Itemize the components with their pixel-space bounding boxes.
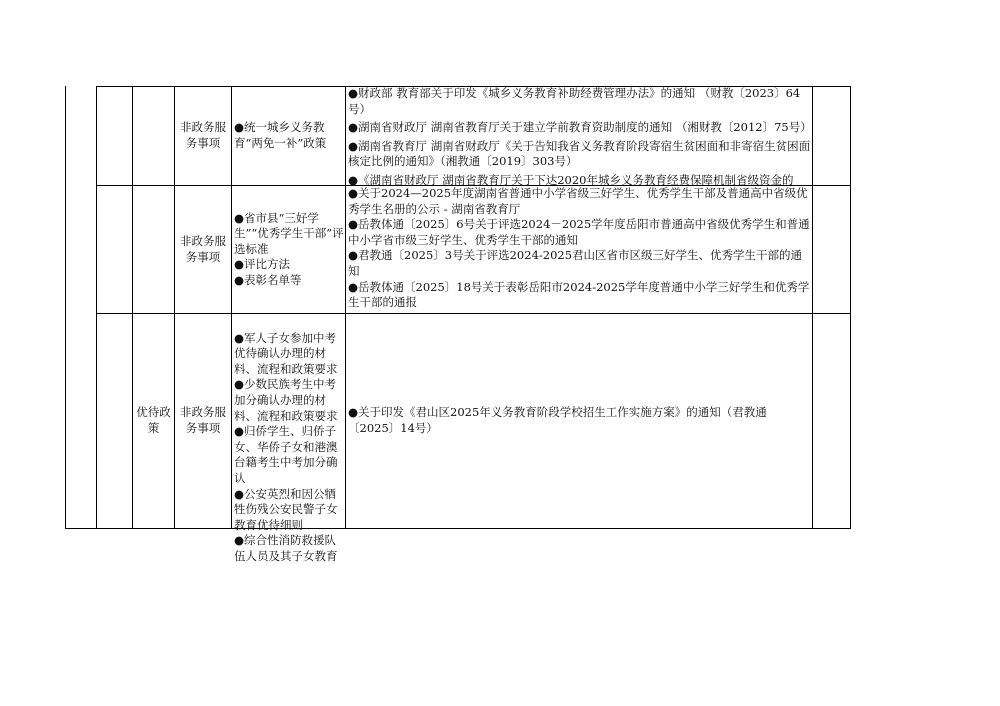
grid-line (174, 86, 175, 529)
topic-text: ●军人子女参加中考优待确认办理的材料、流程和政策要求 ●少数民族考生中考加分确认办理的材料、流程和政策要求 ●归侨学生、归侨子女、华侨子女和港澳台籍考生中考加分确认 ●公安英烈和因公牺牲伤残公安民警子女教育优待细则 ●综合性消防救援队伍人员及其子女教育 (234, 330, 338, 563)
doc-item: ●《湖南省财政厅 湖南省教育厅关于下达2020年城乡义务教育经费保障机制省级资金的 (348, 172, 794, 187)
grid-line (132, 86, 133, 529)
doc-item: ●财政部 教育部关于印发《城乡义务教育补助经费管理办法》的通知 （财教〔2023〕64号） (348, 86, 801, 116)
doc-item: ●关于印发《君山区2025年义务教育阶段学校招生工作实施方案》的通知（君教通〔2025〕14号） (348, 405, 767, 435)
doc-item: ●湖南省教育厅 湖南省财政厅《关于告知我省义务教育阶段寄宿生贫困面和非寄宿生贫困面核定比例的通知》（湘教通〔2019〕303号） (348, 138, 811, 169)
category-cell (134, 314, 173, 528)
item-type-text: 非政务服务事项 (180, 405, 226, 435)
item-type-cell (176, 314, 230, 528)
docs-cell (348, 86, 811, 185)
grid-line (231, 86, 232, 529)
topic-text: ●统一城乡义务教育“两免一补”政策 (234, 120, 327, 150)
grid-line (345, 86, 346, 529)
topic-cell (234, 87, 344, 185)
doc-item: ●岳教体通〔2025〕18号关于表彰岳阳市2024-2025学年度普通中小学三好学生和优秀学生干部的通报 (348, 279, 810, 310)
grid-line (812, 86, 813, 529)
topic-cell (234, 315, 344, 563)
doc-item: ●岳教体通〔2025〕6号关于评选2024－2025学年度岳阳市普通高中省级优秀学生和普通中小学省市级三好学生、优秀学生干部的通知 (348, 217, 810, 247)
item-type-cell (176, 186, 230, 313)
grid-line (65, 528, 850, 529)
item-type-text: 非政务服务事项 (180, 233, 226, 264)
doc-item: ●湖南省财政厅 湖南省教育厅关于建立学前教育资助制度的通知 （湘财教〔2012〕75号） (348, 120, 812, 135)
grid-line (850, 86, 851, 529)
category-text: 优待政策 (136, 405, 171, 435)
topic-cell (234, 186, 344, 313)
item-type-text: 非政务服务事项 (180, 120, 226, 150)
doc-item: ●君教通〔2025〕3号关于评选2024-2025君山区省市区级三好学生、优秀学生干部的通知 (348, 248, 803, 278)
grid-line (65, 86, 66, 529)
doc-item: ●关于2024—2025年度湖南省普通中小学省级三好学生、优秀学生干部及普通高中省级优秀学生名册的公示 - 湖南省教育厅 (348, 186, 808, 216)
topic-text: ●省市县“三好学生”“优秀学生干部”评选标准 ●评比方法 ●表彰名单等 (234, 210, 344, 287)
grid-line (96, 86, 97, 529)
docs-cell (348, 186, 811, 313)
item-type-cell (176, 87, 230, 185)
docs-cell (348, 314, 811, 528)
